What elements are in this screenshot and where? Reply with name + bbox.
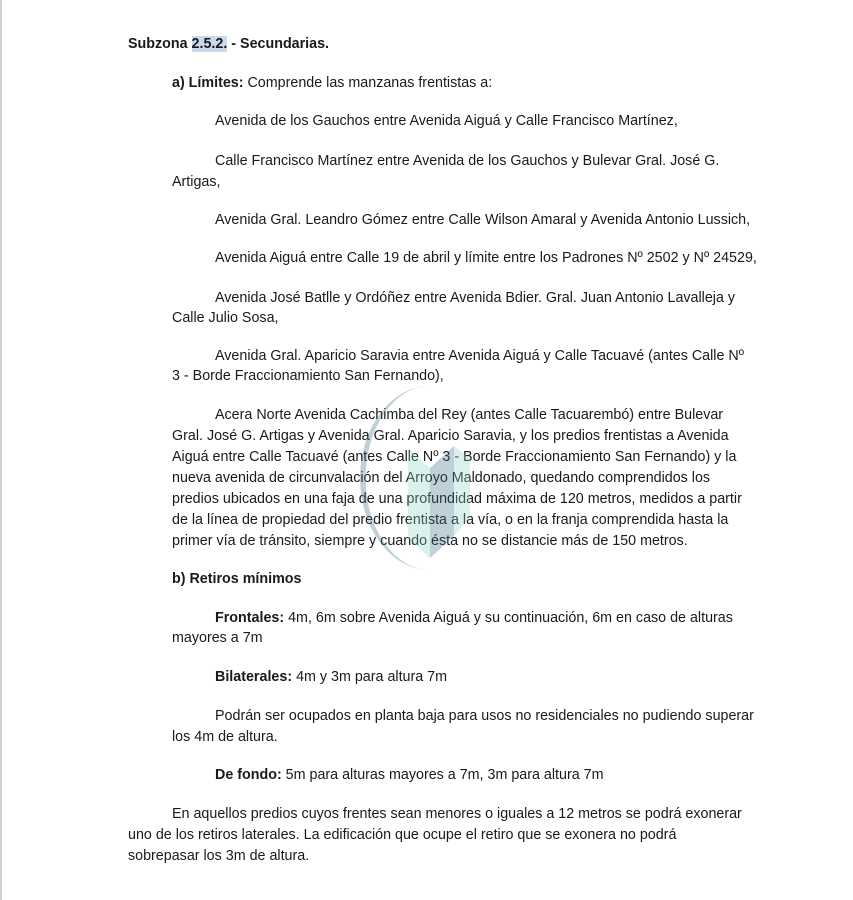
limit-item-6-cont: 3 - Borde Fraccionamiento San Fernando),: [172, 368, 444, 384]
limit-item-4: Avenida Aiguá entre Calle 19 de abril y límite entre los Padrones Nº 2502 y Nº 24529,: [215, 250, 757, 266]
limit-item-7: Acera Norte Avenida Cachimba del Rey (antes Calle Tacuarembó) entre Bulevar: [215, 407, 724, 423]
limit-item-3: Avenida Gral. Leandro Gómez entre Calle Wilson Amaral y Avenida Antonio Lussich,: [215, 212, 751, 228]
fondo-label: De fondo:: [215, 767, 282, 783]
limit-item-6: Avenida Gral. Aparicio Saravia entre Avenida Aiguá y Calle Tacuavé (antes Calle Nº: [215, 348, 744, 364]
retiro-ocupados: Podrán ser ocupados en planta baja para usos no residenciales no pudiendo superar: [215, 708, 754, 724]
limit-item-7-line-5: predios ubicados en una faja de una profundidad máxima de 120 metros, medidos a partir: [172, 491, 742, 507]
frontales-label: Frontales:: [215, 610, 285, 626]
retiros-heading: b) Retiros mínimos: [172, 571, 302, 587]
limit-item-5-cont: Calle Julio Sosa,: [172, 310, 279, 326]
limit-item-5: Avenida José Batlle y Ordóñez entre Avenida Bdier. Gral. Juan Antonio Lavalleja y: [215, 290, 736, 306]
limites-label: a) Límites:: [172, 75, 244, 91]
closing-paragraph-line-3: sobrepasar los 3m de altura.: [128, 848, 310, 864]
limit-item-2-cont: Artigas,: [172, 174, 221, 190]
closing-paragraph-line-1: En aquellos predios cuyos frentes sean menores o iguales a 12 metros se podrá exonerar: [172, 806, 742, 822]
limit-item-2: Calle Francisco Martínez entre Avenida de los Gauchos y Bulevar Gral. José G.: [215, 153, 720, 169]
closing-paragraph-line-2: uno de los retiros laterales. La edificación que ocupe el retiro que se exonera no podrá: [128, 827, 677, 843]
limit-item-7-line-4: nueva avenida de circunvalación del Arroyo Maldonado, quedando comprendidos los: [172, 470, 711, 486]
limit-item-7-line-6: de la línea de propiedad del predio frentista a la vía, o en la franja comprendida hasta la: [172, 512, 729, 528]
retiro-frontales-cont: mayores a 7m: [172, 630, 263, 646]
limites-intro: a) Límites: Comprende las manzanas frentistas a:: [172, 75, 493, 91]
retiro-bilaterales: Bilaterales: 4m y 3m para altura 7m: [215, 669, 448, 685]
limit-item-7-line-7: primer vía de tránsito, siempre y cuando ésta no se distancie más de 150 metros.: [172, 533, 688, 549]
retiro-ocupados-cont: los 4m de altura.: [172, 729, 278, 745]
limit-item-1: Avenida de los Gauchos entre Avenida Aiguá y Calle Francisco Martínez,: [215, 113, 678, 129]
limit-item-7-line-3: Aiguá entre Calle Tacuavé (antes Calle Nº 3 - Borde Fraccionamiento San Fernando) y la: [172, 449, 737, 465]
bilaterales-label: Bilaterales:: [215, 669, 293, 685]
retiro-fondo: De fondo: 5m para alturas mayores a 7m, 3m para altura 7m: [215, 767, 604, 783]
section-heading: Subzona 2.5.2. - Secundarias.: [128, 36, 330, 52]
highlighted-section-number: 2.5.2.: [191, 36, 228, 52]
limit-item-7-line-2: Gral. José G. Artigas y Avenida Gral. Aparicio Saravia, y los predios frentistas a Avenida: [172, 428, 729, 444]
retiro-frontales: Frontales: 4m, 6m sobre Avenida Aiguá y su continuación, 6m en caso de alturas: [215, 610, 733, 626]
